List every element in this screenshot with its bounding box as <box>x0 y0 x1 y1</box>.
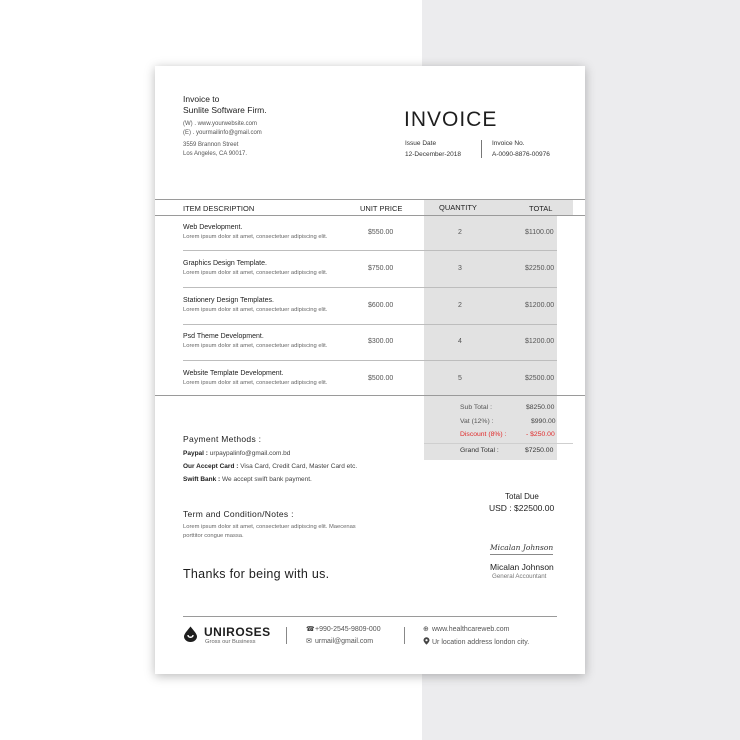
terms-heading: Term and Condition/Notes : <box>183 509 294 519</box>
signature-line <box>490 554 553 555</box>
vat-value: $990.00 <box>531 418 556 425</box>
row-item-desc: Lorem ipsum dolor sit amet, consectetuer adipiscing elit. <box>183 234 328 240</box>
subtotal-value: $8250.00 <box>526 404 555 411</box>
phone-icon: ☎ <box>306 626 315 633</box>
invoice-to-label: Invoice to <box>183 94 220 104</box>
footer-phone <box>306 625 381 633</box>
vat-label: Vat (12%) : <box>460 418 494 425</box>
col-unit-price: UNIT PRICE <box>360 204 403 213</box>
grand-total-label: Grand Total : <box>460 447 499 454</box>
swift-value: We accept swift bank payment. <box>222 476 312 483</box>
payment-paypal <box>183 450 290 457</box>
row-quantity: 3 <box>458 265 462 272</box>
row-item-title: Web Development. <box>183 224 243 231</box>
row-item-desc: Lorem ipsum dolor sit amet, consectetuer adipiscing elit. <box>183 270 328 276</box>
row-item-title: Stationery Design Templates. <box>183 297 274 304</box>
subtotal-label: Sub Total : <box>460 404 492 411</box>
row-unit-price: $600.00 <box>368 302 394 309</box>
client-company: Sunlite Software Firm. <box>183 105 267 115</box>
footer-email-text[interactable]: urmail@gmail.com <box>315 638 374 645</box>
card-value: Visa Card, Credit Card, Master Card etc. <box>240 463 358 470</box>
client-email: (E) . yourmailinfo@gmail.com <box>183 130 262 136</box>
row-quantity: 2 <box>458 229 462 236</box>
row-divider <box>183 324 557 325</box>
discount-value: - $250.00 <box>526 431 555 438</box>
signatory-role: General Accountant <box>492 573 547 580</box>
paypal-label: Paypal : <box>183 450 208 457</box>
row-item-desc: Lorem ipsum dolor sit amet, consectetuer adipiscing elit. <box>183 380 328 386</box>
footer-website[interactable] <box>423 625 509 633</box>
brand-name: UNIROSES <box>204 625 271 639</box>
row-total: $2500.00 <box>525 375 555 382</box>
row-unit-price: $500.00 <box>368 375 394 382</box>
card-label: Our Accept Card : <box>183 463 239 470</box>
brand-tagline: Gross our Business <box>205 639 256 645</box>
row-total: $1200.00 <box>525 302 555 309</box>
row-quantity: 2 <box>458 302 462 309</box>
invoice-no-value: A-0090-8876-00976 <box>492 151 550 158</box>
client-address-line2: Los Angeles, CA 90017. <box>183 151 248 157</box>
invoice-title: INVOICE <box>404 108 498 131</box>
row-unit-price: $550.00 <box>368 229 394 236</box>
footer-phone-text: +990-2545-9809-000 <box>315 626 381 633</box>
row-total: $1200.00 <box>525 338 555 345</box>
client-address-line1: 3559 Brannon Street <box>183 142 239 148</box>
terms-line2: porttitor congue massa. <box>183 533 244 539</box>
footer-rule <box>183 616 557 617</box>
total-due-value: USD : $22500.00 <box>489 503 555 513</box>
footer-divider <box>404 627 405 644</box>
row-divider <box>183 360 557 361</box>
row-divider <box>183 250 557 251</box>
brand-drop-logo-icon <box>183 626 198 642</box>
row-item-desc: Lorem ipsum dolor sit amet, consectetuer adipiscing elit. <box>183 343 328 349</box>
signatory-name: Micalan Johnson <box>490 562 554 572</box>
row-unit-price: $300.00 <box>368 338 394 345</box>
row-quantity: 5 <box>458 375 462 382</box>
row-quantity: 4 <box>458 338 462 345</box>
row-item-title: Graphics Design Template. <box>183 260 267 267</box>
col-quantity: QUANTITY <box>439 203 477 212</box>
footer-location <box>423 637 529 646</box>
table-top-rule <box>155 199 585 200</box>
footer-location-text: Ur location address london city. <box>432 639 530 646</box>
issue-date-label: Issue Date <box>405 140 437 147</box>
payment-card <box>183 463 357 470</box>
paypal-value: urpaypalinfo@gmail.com.bd <box>209 450 291 457</box>
total-due-label: Total Due <box>505 492 539 501</box>
table-header-rule <box>155 215 585 216</box>
issue-date-value: 12-December-2018 <box>405 151 462 158</box>
signature-script: Micalan Johnson <box>490 543 554 552</box>
invoice-page <box>155 66 585 674</box>
footer-website-text[interactable]: www.healthcareweb.com <box>432 626 510 633</box>
col-total: TOTAL <box>529 204 553 213</box>
discount-label: Discount (8%) : <box>460 431 507 438</box>
globe-icon: ⊕ <box>423 626 429 633</box>
row-total: $2250.00 <box>525 265 555 272</box>
row-unit-price: $750.00 <box>368 265 394 272</box>
meta-divider <box>481 140 482 158</box>
mail-icon: ✉ <box>306 638 312 645</box>
swift-label: Swift Bank : <box>183 476 221 483</box>
table-bottom-rule <box>155 395 585 396</box>
client-website: (W) . www.yourwebsite.com <box>183 121 258 127</box>
location-pin-icon <box>423 637 430 645</box>
grand-total-divider <box>424 443 573 444</box>
row-divider <box>183 287 557 288</box>
payment-swift <box>183 476 312 483</box>
footer-email[interactable] <box>306 637 373 645</box>
payment-heading: Payment Methods : <box>183 434 262 444</box>
grand-total-value: $7250.00 <box>525 447 554 454</box>
col-item-description: ITEM DESCRIPTION <box>183 204 255 213</box>
row-total: $1100.00 <box>525 229 554 236</box>
footer-divider <box>286 627 287 644</box>
terms-line1: Lorem ipsum dolor sit amet, consectetuer adipiscing elit. Maecenas <box>183 524 356 530</box>
row-item-title: Website Template Development. <box>183 370 284 377</box>
invoice-no-label: Invoice No. <box>492 140 525 147</box>
row-item-title: Psd Theme Development. <box>183 333 264 340</box>
thanks-message: Thanks for being with us. <box>183 567 330 581</box>
row-item-desc: Lorem ipsum dolor sit amet, consectetuer adipiscing elit. <box>183 307 328 313</box>
